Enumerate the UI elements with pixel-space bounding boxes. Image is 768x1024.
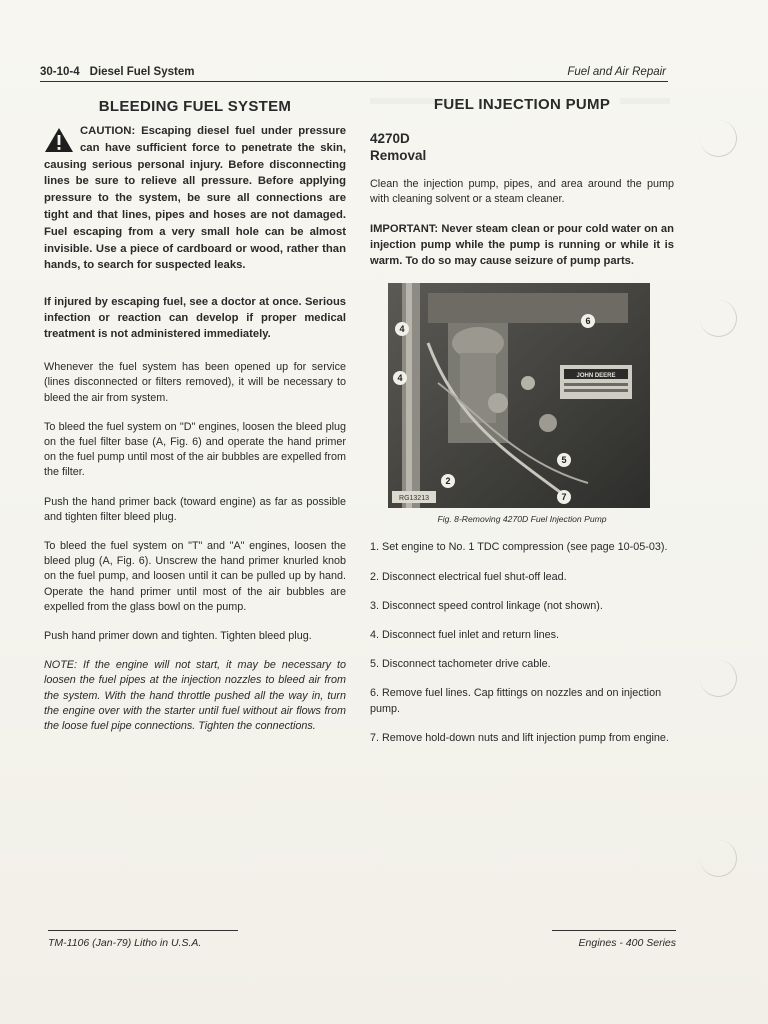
punch-hole bbox=[700, 660, 737, 697]
header-rule bbox=[40, 81, 668, 82]
removal-step: 2. Disconnect electrical fuel shut-off lead. bbox=[370, 570, 567, 583]
cleaning-paragraph: Clean the injection pump, pipes, and area around the pump with cleaning solvent or a steam cleaner. bbox=[370, 178, 674, 206]
paragraph-3: Push the hand primer back (toward engine) as far as possible and tighten filter bleed plug. bbox=[44, 495, 346, 523]
callout-7: 7 bbox=[561, 492, 567, 503]
paragraph-4: To bleed the fuel system on "T" and "A" engines, loosen the bleed plug (A, Fig. 6). Unscrew the hand primer knurled knob on the fuel pump, and loosen until it can be pulled up by hand. Operate the hand primer until most of the air bubbles are expelled from the glass bowl on the pump. bbox=[44, 540, 346, 613]
removal-step: 1. Set engine to No. 1 TDC compression (see page 10-05-03). bbox=[370, 541, 668, 554]
paragraph-5: Push hand primer down and tighten. Tighten bleed plug. bbox=[44, 630, 312, 643]
nameplate-text: JOHN DEERE bbox=[576, 373, 616, 380]
callout-5: 5 bbox=[561, 455, 567, 466]
right-column bbox=[370, 96, 674, 760]
important-notice: IMPORTANT: Never steam clean or pour cold water on an injection pump while the pump is running or while it is warm. To do so may cause seizure of pump parts. bbox=[370, 223, 674, 268]
engine-illustration bbox=[388, 283, 650, 508]
injection-pump-heading: FUEL INJECTION PUMP bbox=[433, 96, 611, 113]
removal-step: 4. Disconnect fuel inlet and return lines. bbox=[370, 629, 560, 642]
photo-id-label: RG13213 bbox=[399, 495, 429, 503]
callout-2: 2 bbox=[445, 476, 451, 487]
paragraph-2: To bleed the fuel system on "D" engines, loosen the bleed plug on the fuel filter base (A, Fig. 6) and operate the hand primer on the fuel pump until most of the air bubbles are expelled from the filter. bbox=[44, 420, 346, 479]
chapter-title: Fuel and Air Repair bbox=[567, 66, 666, 78]
caution-block bbox=[44, 123, 346, 274]
removal-step: 5. Disconnect tachometer drive cable. bbox=[370, 658, 551, 671]
removal-step: 6. Remove fuel lines. Cap fittings on nozzles and on injection pump. bbox=[370, 687, 662, 715]
page-header-left bbox=[40, 66, 194, 78]
caution-text: CAUTION: Escaping diesel fuel under pressure can have sufficient force to penetrate the skin, causing serious personal injury. Before disconnecting lines be sure to relieve all pressure. Before applying pressure to the system, be sure all connections are tight and that lines, pipes and hoses are not damaged. Fuel escaping from a very small hole can be almost invisible. Use a piece of cardboard or wood, rather than hands, to search for suspected leaks. bbox=[44, 125, 346, 272]
section-title: Diesel Fuel System bbox=[89, 66, 195, 78]
callout-4b: 4 bbox=[397, 373, 403, 384]
removal-step: 3. Disconnect speed control linkage (not shown). bbox=[370, 599, 603, 612]
punch-hole bbox=[700, 300, 737, 337]
removal-heading: Removal bbox=[370, 148, 427, 163]
footer-publication: TM-1106 (Jan-79) Litho in U.S.A. bbox=[48, 930, 238, 949]
left-column bbox=[44, 98, 346, 748]
footer-series: Engines - 400 Series bbox=[552, 930, 676, 949]
injection-pump-photo bbox=[388, 283, 650, 508]
figure-caption: Fig. 8-Removing 4270D Fuel Injection Pump bbox=[437, 514, 607, 525]
paragraph-1: Whenever the fuel system has been opened up for service (lines disconnected or filters removed), it will be necessary to bleed the air from system. bbox=[44, 361, 346, 404]
removal-step: 7. Remove hold-down nuts and lift injection pump from engine. bbox=[370, 731, 669, 744]
callout-4a: 4 bbox=[399, 324, 405, 335]
model-heading: 4270D bbox=[370, 131, 410, 146]
punch-hole bbox=[700, 120, 737, 157]
injury-warning: If injured by escaping fuel, see a doctor at once. Serious infection or reaction can develop if proper medical treatment is not administered immediately. bbox=[44, 296, 346, 341]
callout-6: 6 bbox=[585, 316, 591, 327]
bleeding-heading: BLEEDING FUEL SYSTEM bbox=[98, 98, 292, 115]
punch-hole bbox=[700, 840, 737, 877]
warning-triangle-icon bbox=[44, 127, 74, 153]
note-paragraph: NOTE: If the engine will not start, it may be necessary to loosen the fuel pipes at the injection nozzles to bleed air from the system. With the hand throttle pushed all the way in, turn the engine over with the starter until fuel without air flows from the loose fuel pipe connections. Tighten the connections. bbox=[44, 659, 346, 733]
section-number: 30-10-4 bbox=[40, 66, 80, 78]
